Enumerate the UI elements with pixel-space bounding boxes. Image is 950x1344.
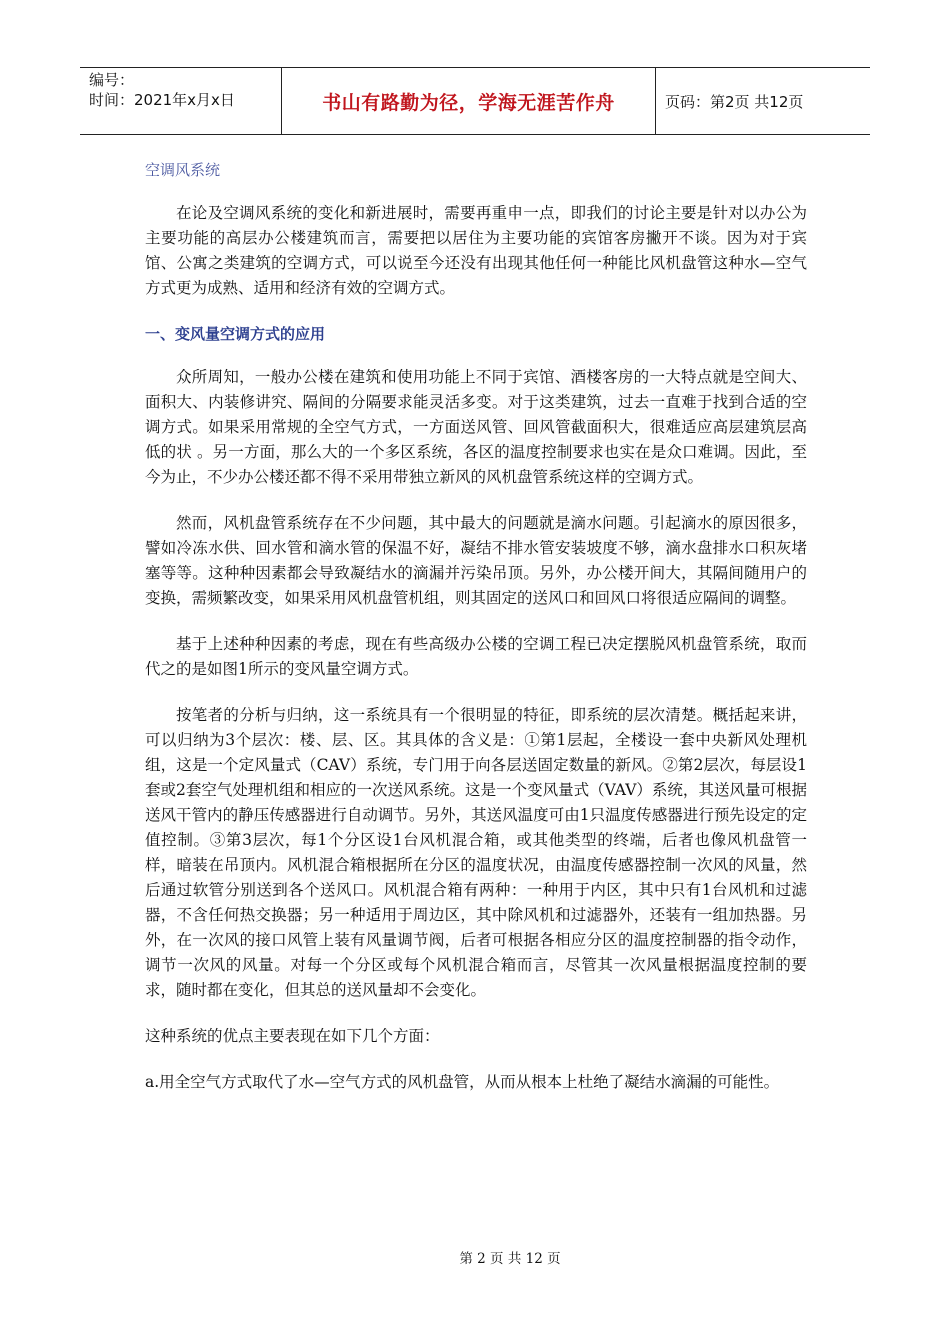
paragraph-3: 基于上述种种因素的考虑，现在有些高级办公楼的空调工程已决定摆脱风机盘管系统，取而代之的是如图1所示的变风量空调方式。: [145, 635, 807, 678]
page-header: [80, 67, 870, 135]
header-page-info: 页码：第2页 共12页: [665, 92, 804, 111]
intro-paragraph: 在论及空调风系统的变化和新进展时，需要再重申一点，即我们的讨论主要是针对以办公为主要功能的高层办公楼建筑而言，需要把以居住为主要功能的宾馆客房撇开不谈。因为对于宾馆、公寓之类建筑的空调方式，可以说至今还没有出现其他任何一种能比风机盘管这种水—空气方式更为成熟、适用和经济有效的空调方式。: [145, 204, 807, 297]
document-number-label: 编号：: [89, 71, 135, 89]
paragraph-5: 这种系统的优点主要表现在如下几个方面：: [145, 1027, 440, 1045]
heading-vav-application: 一、变风量空调方式的应用: [145, 325, 326, 343]
paragraph-2: 然而，风机盘管系统存在不少问题，其中最大的问题就是滴水问题。引起滴水的原因很多，譬如冷冻水供、回水管和滴水管的保温不好，凝结不排水管安装坡度不够，滴水盘排水口积灰堵塞等等。这种种因素都会导致凝结水的滴漏并污染吊顶。另外，办公楼开间大，其隔间随用户的变换，需频繁改变，如果采用风机盘管机组，则其固定的送风口和回风口将很适应隔间的调整。: [145, 514, 807, 607]
section-title: 空调风系统: [145, 161, 221, 179]
paragraph-6: a.用全空气方式取代了水—空气方式的风机盘管，从而从根本上杜绝了凝结水滴漏的可能性。: [145, 1073, 780, 1091]
header-motto: 书山有路勤为径，学海无涯苦作舟: [282, 68, 656, 134]
paragraph-4: 按笔者的分析与归纳，这一系统具有一个很明显的特征，即系统的层次清楚。概括起来讲，可以归纳为3个层次：楼、层、区。其具体的含义是：①第1层起，全楼设一套中央新风处理机组，这是一个定风量式（CAV）系统，专门用于向各层送固定数量的新风。②第2层次，每层设1套或2套空气处理机组和相应的一次送风系统。这是一个变风量式（VAV）系统，其送风量可根据送风干管内的静压传感器进行自动调节。另外，其送风温度可由1只温度传感器进行预先设定的定值控制。③第3层次，每1个分区设1台风机混合箱，或其他类型的终端，后者也像风机盘管一样，暗装在吊顶内。风机混合箱根据所在分区的温度状况，由温度传感器控制一次风的风量，然后通过软管分别送到各个送风口。风机混合箱有两种：一种用于内区，其中只有1台风机和过滤器，不含任何热交换器；另一种适用于周边区，其中除风机和过滤器外，还装有一组加热器。另外，在一次风的接口风管上装有风量调节阀，后者可根据各相应分区的温度控制器的指令动作，调节一次风的风量。对每一个分区或每个风机混合箱而言，尽管其一次风量根据温度控制的要求，随时都在变化，但其总的送风量却不会变化。: [145, 706, 807, 999]
page-footer: 第 2 页 共 12 页: [459, 1251, 561, 1267]
document-date: 时间：2021年x月x日: [89, 91, 235, 109]
header-meta: [80, 68, 282, 134]
paragraph-1: 众所周知，一般办公楼在建筑和使用功能上不同于宾馆、酒楼客房的一大特点就是空间大、面积大、内装修讲究、隔间的分隔要求能灵活多变。对于这类建筑，过去一直难于找到合适的空调方式。如果采用常规的全空气方式，一方面送风管、回风管截面积大，很难适应高层建筑层高低的状 。另一方面，那么大的一个多区系统，各区的温度控制要求也实在是众口难调。因此，至今为止，不少办公楼还都不得不采用带独立新风的风机盘管系统这样的空调方式。: [145, 368, 807, 486]
document-body: [145, 156, 807, 1116]
